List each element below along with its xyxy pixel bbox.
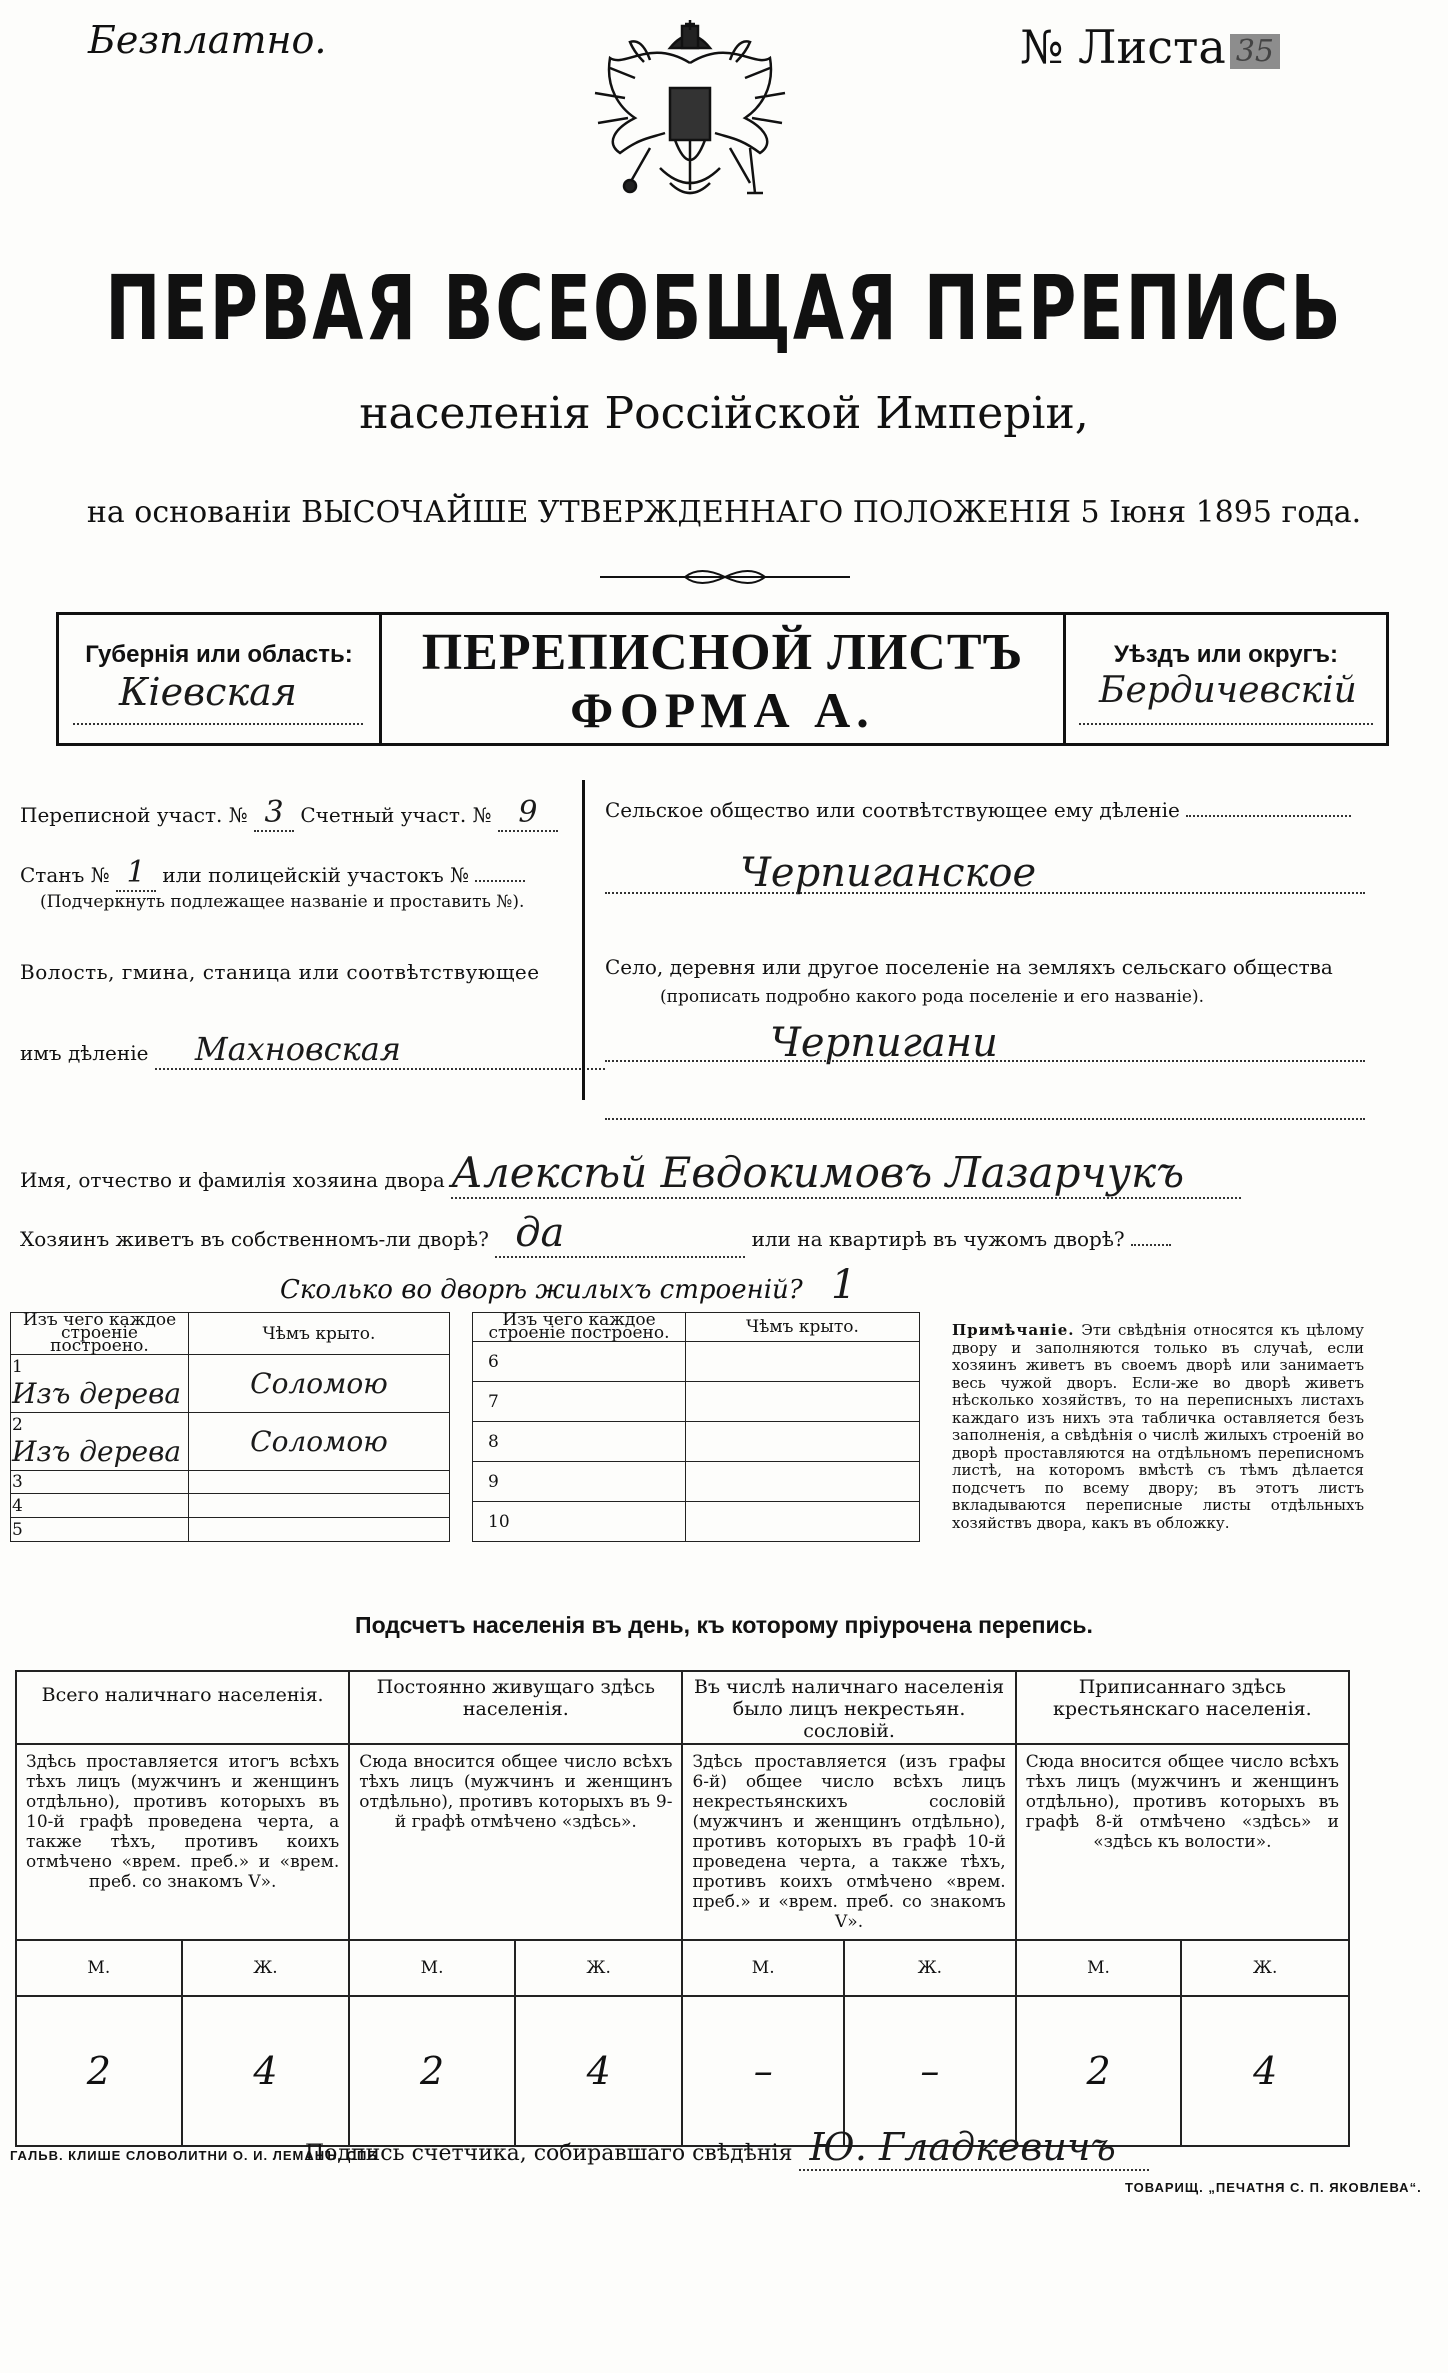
stan-field — [20, 855, 525, 892]
peasant-female-count: 4 — [1253, 2049, 1278, 2093]
signature-label: Подпись счетчика, собиравшаго свѣдѣнія — [305, 2141, 793, 2166]
row-number: 4 — [12, 1495, 23, 1516]
nonpeasant-female-count: – — [920, 2049, 940, 2093]
buildings-table-left — [10, 1312, 450, 1542]
note-block — [952, 1322, 1364, 1532]
fields-divider — [582, 780, 585, 1100]
printer-left: ГАЛЬВ. КЛИШЕ СЛОВОЛИТНИ О. И. ЛЕМАНЪ, СПБ — [10, 2148, 378, 2163]
col-roof-header: Чѣмъ крыто. — [189, 1313, 450, 1355]
col-nonpeasant-title: Въ числѣ наличнаго населенія было лицъ некрестьян. сословій. — [682, 1671, 1015, 1744]
row-number: 8 — [488, 1431, 499, 1452]
permanent-male-count: 2 — [419, 2049, 445, 2093]
village-value: Черпигани — [770, 1020, 998, 1066]
signature-field — [305, 2125, 1149, 2171]
district-underline — [1079, 723, 1373, 725]
note-text: Эти свѣдѣнія относятся къ цѣлому двору и заполняются только въ случаѣ, если хозяинъ живетъ въ своемъ дворѣ или занимаетъ весь чужой дворъ. Если-же во дворѣ живетъ нѣсколько хозяйствъ, то на переписныхъ листахъ каждаго изъ нихъ эта табличка оставляется безъ заполненія, а свѣдѣнія о числѣ жилыхъ строеній во дворѣ проставляются на отдѣльномъ переписномъ листѣ, на которомъ вмѣстѣ съ тѣмъ дѣлается подсчетъ по всему двору; въ этотъ листъ вкладываются переписные листы отдѣльныхъ хозяйствъ двора, какъ въ обложку. — [952, 1321, 1364, 1532]
row-number: 9 — [488, 1471, 499, 1492]
signature-value: Ю. Гладкевичъ — [799, 2125, 1149, 2171]
nonpeasant-male-count: – — [753, 2049, 773, 2093]
m-header: М. — [682, 1940, 843, 1996]
col-peasant-desc: Сюда вносится общее число всѣхъ тѣхъ лицъ (мужчинъ и женщинъ отдѣльно), противъ которыхъ въ графѣ 8-й отмѣчено «здѣсь» и «здѣсь къ волости». — [1025, 1752, 1339, 1852]
province-label: Губернія или область: — [85, 641, 353, 668]
col-total-desc: Здѣсь проставляется итогъ всѣхъ тѣхъ лицъ (мужчинъ и женщинъ отдѣльно), противъ которыхъ въ 10-й графѣ проведена черта, а также тѣхъ, противъ коихъ отмѣчено «врем. преб.» и «врем. преб. со знакомъ V». — [26, 1752, 340, 1892]
row-number: 6 — [488, 1351, 499, 1372]
village-note: (прописать подробно какого рода поселеніе и его названіе). — [660, 987, 1204, 1007]
ornament-divider — [600, 565, 850, 589]
stan-label: Станъ № — [20, 863, 110, 887]
sheet-number — [1020, 20, 1280, 74]
building-roof: Соломою — [250, 1424, 388, 1458]
village-underline-2 — [605, 1118, 1365, 1120]
rent-label: или на квартирѣ въ чужомъ дворѣ? — [751, 1227, 1125, 1251]
volost-label-2: имъ дѣленіе — [20, 1041, 149, 1065]
society-value: Черпиганское — [740, 850, 1037, 896]
double-headed-eagle-emblem — [590, 18, 790, 213]
count-area-label: Счетный участ. № — [300, 803, 492, 827]
volost-label: Волость, гмина, станица или соотвѣтствующее — [20, 960, 540, 984]
province-underline — [73, 723, 363, 725]
col-material-header: Изъ чего каждое строеніе построено. — [11, 1313, 189, 1355]
f-header: Ж. — [182, 1940, 350, 1996]
census-area-label: Переписной участ. № — [20, 803, 248, 827]
owner-residence-field — [20, 1210, 1171, 1258]
owner-name-label: Имя, отчество и фамилія хозяина двора — [20, 1168, 445, 1192]
district-label: Уѣздъ или округъ: — [1113, 641, 1339, 668]
building-roof: Соломою — [250, 1366, 388, 1400]
district-value: Бердичевскій — [1099, 670, 1357, 711]
col-total-title: Всего наличнаго населенія. — [16, 1671, 349, 1744]
owner-name-field — [20, 1148, 1241, 1199]
f-header: Ж. — [1181, 1940, 1349, 1996]
volost-value: Махновская — [155, 1030, 605, 1070]
buildings-table-right — [472, 1312, 920, 1542]
row-number: 1 — [12, 1356, 23, 1377]
row-number: 7 — [488, 1391, 499, 1412]
count-area-value: 9 — [498, 795, 558, 832]
col-material-header-2: Изъ чего каждое строеніе построено. — [473, 1313, 686, 1342]
free-label: Безплатно. — [88, 18, 327, 62]
form-title: ПЕРЕПИСНОЙ ЛИСТЪ — [421, 624, 1024, 681]
total-female-count: 4 — [253, 2049, 278, 2093]
census-area-value: 3 — [254, 795, 294, 832]
stan-value: 1 — [116, 855, 156, 892]
census-title: ПЕРВАЯ ВСЕОБЩАЯ ПЕРЕПИСЬ — [105, 256, 1343, 361]
stan-note: (Подчеркнуть подлежащее названіе и проставить №). — [40, 892, 525, 912]
owner-name-value: Алексѣй Евдокимовъ Лазарчукъ — [451, 1148, 1241, 1199]
m-header: М. — [1016, 1940, 1182, 1996]
sheet-number-value: 35 — [1230, 34, 1280, 69]
f-header: Ж. — [844, 1940, 1016, 1996]
total-male-count: 2 — [86, 2049, 111, 2093]
census-area-field — [20, 795, 558, 832]
society-field — [605, 798, 1351, 822]
col-roof-header-2: Чѣмъ крыто. — [686, 1313, 920, 1342]
m-header: М. — [349, 1940, 515, 1996]
form-header-box — [56, 612, 1389, 746]
population-table — [15, 1670, 1350, 2147]
row-number: 2 — [12, 1414, 23, 1435]
own-yard-value: да — [495, 1210, 745, 1258]
census-basis-line: на основаніи ВЫСОЧАЙШЕ УТВЕРЖДЕННАГО ПОЛОЖЕНІЯ 5 Іюня 1895 года. — [86, 495, 1362, 530]
own-yard-label: Хозяинъ живетъ въ собственномъ-ли дворѣ? — [20, 1227, 489, 1251]
buildings-count-value: 1 — [830, 1262, 857, 1308]
col-peasant-title: Приписаннаго здѣсь крестьянскаго населенія. — [1016, 1671, 1349, 1744]
society-label: Сельское общество или соотвѣтствующее ему дѣленіе — [605, 798, 1180, 822]
peasant-male-count: 2 — [1086, 2049, 1111, 2093]
col-nonpeasant-desc: Здѣсь проставляется (изъ графы 6-й) общее число всѣхъ лицъ некрестьянскихъ сословій (мужчинъ и женщинъ отдѣльно), противъ которыхъ въ графѣ 10-й проведена черта, а также тѣхъ, противъ коихъ отмѣчено «врем. преб.» и «врем. преб. со знакомъ V». — [692, 1752, 1006, 1932]
row-number: 10 — [488, 1511, 510, 1532]
row-number: 5 — [12, 1519, 23, 1540]
province-value: Кіевская — [119, 670, 297, 714]
sheet-number-label: № Листа — [1020, 20, 1226, 74]
population-heading: Подсчетъ населенія въ день, къ которому пріурочена перепись. — [355, 1612, 1093, 1638]
volost-field — [20, 1030, 605, 1070]
society-underline — [605, 892, 1365, 894]
census-subtitle: населенія Россійской Имперіи, — [359, 388, 1089, 439]
village-underline — [605, 1060, 1365, 1062]
m-header: М. — [16, 1940, 182, 1996]
col-permanent-desc: Сюда вносится общее число всѣхъ тѣхъ лицъ (мужчинъ и женщинъ отдѣльно), противъ которыхъ въ 9-й графѣ отмѣчено «здѣсь». — [359, 1752, 673, 1832]
building-material: Изъ дерева — [12, 1434, 182, 1468]
form-subtitle: ФОРМА А. — [570, 682, 875, 738]
f-header: Ж. — [515, 1940, 683, 1996]
printer-right: ТОВАРИЩ. „ПЕЧАТНЯ С. П. ЯКОВЛЕВА“. — [1125, 2180, 1422, 2195]
building-material: Изъ дерева — [12, 1376, 182, 1410]
col-permanent-title: Постоянно живущаго здѣсь населенія. — [349, 1671, 682, 1744]
row-number: 3 — [12, 1472, 23, 1493]
buildings-count-label: Сколько во дворѣ жилыхъ строеній? — [280, 1275, 803, 1305]
permanent-female-count: 4 — [586, 2049, 611, 2093]
note-head: Примѣчаніе. — [952, 1321, 1075, 1339]
village-label: Село, деревня или другое поселеніе на земляхъ сельскаго общества — [605, 955, 1333, 979]
police-label: или полицейскій участокъ № — [162, 863, 470, 887]
buildings-count-field — [280, 1262, 856, 1308]
